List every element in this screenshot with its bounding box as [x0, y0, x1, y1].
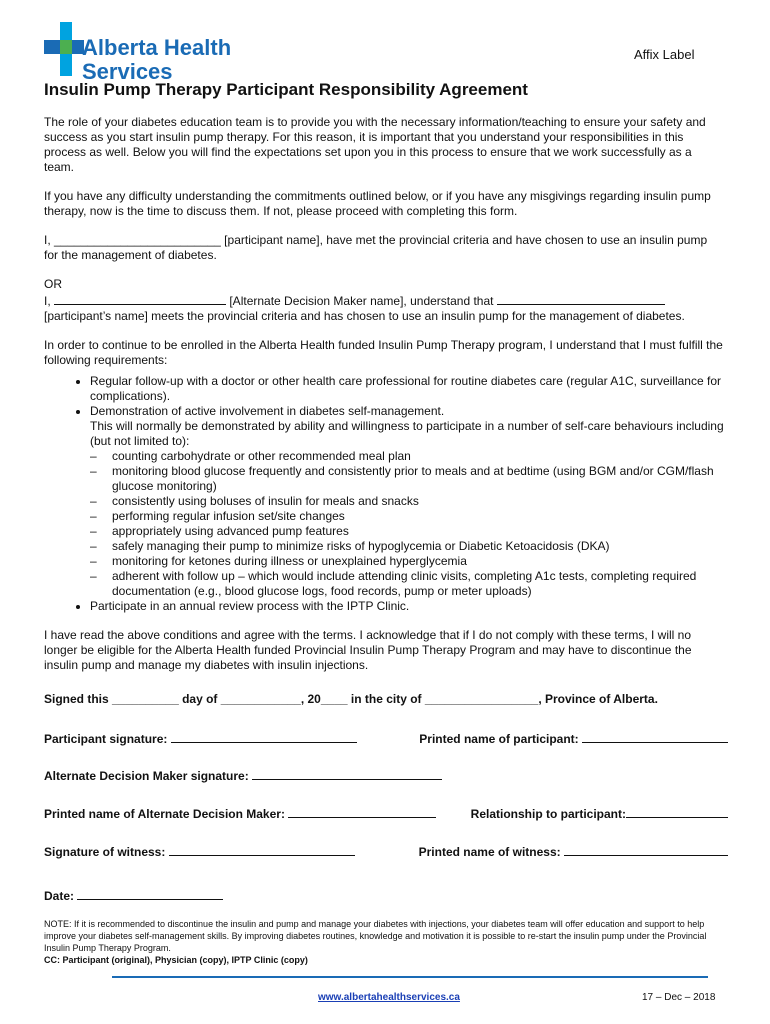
self-care-behaviours-list [90, 449, 724, 599]
relationship-label: Relationship to participant: [470, 807, 626, 821]
requirement-self-management [90, 404, 724, 599]
logo-line-1: Alberta Health [82, 35, 232, 60]
document-title: Insulin Pump Therapy Participant Responsibility Agreement [44, 80, 528, 99]
adm-statement-part2: [Alternate Decision Maker name], understand that [226, 294, 497, 308]
relationship-group [471, 805, 728, 821]
affix-label: Affix Label [634, 47, 695, 62]
adm-name-blank[interactable] [54, 292, 226, 305]
requirement-annual-review: • Participate in an annual review process with the IPTP Clinic. [90, 599, 724, 614]
date-field[interactable] [77, 887, 223, 900]
relationship-field[interactable] [626, 805, 728, 818]
printed-participant-group [419, 730, 728, 746]
participant-statement: I, _________________________ [participant name], have met the provincial criteria and have chosen to use an insulin pump for the management of diabetes. [44, 233, 708, 262]
list-item: – adherent with follow up – which would include attending clinic visits, completing A1c tests, completing required documentation (e.g., blood glucose logs, food records, pump or meter uploads) [112, 569, 724, 599]
footer-divider [112, 976, 708, 978]
participant-signature-row [44, 730, 728, 746]
participant-name-blank[interactable] [497, 292, 665, 305]
adm-signature-label: Alternate Decision Maker signature: [44, 769, 249, 783]
cc-line: CC: Participant (original), Physician (copy), IPTP Clinic (copy) [44, 955, 308, 965]
revision-date: 17 – Dec – 2018 [642, 992, 716, 1003]
requirements-list [44, 374, 724, 614]
printed-adm-row [44, 805, 728, 821]
or-label: OR [44, 277, 62, 291]
list-item: – monitoring for ketones during illness or unexplained hyperglycemia [112, 554, 724, 569]
printed-adm-label: Printed name of Alternate Decision Maker: [44, 807, 285, 821]
signed-this-line[interactable]: Signed this __________ day of ____________, 20____ in the city of _________________, Province of Alberta. [44, 692, 658, 706]
difficulty-paragraph: If you have any difficulty understanding the commitments outlined below, or if you have any misgivings regarding insulin pump therapy, now is the time to discuss them. If not, please proceed with completing this form. [44, 189, 711, 218]
requirement-follow-up: • Regular follow-up with a doctor or other health care professional for routine diabetes care (regular A1C, surveillance for complications). [90, 374, 724, 404]
adm-statement-part3: [participant’s name] meets the provincial criteria and has chosen to use an insulin pump for the management of diabetes. [44, 309, 685, 323]
requirement-self-management-detail: This will normally be demonstrated by ability and willingness to participate in a number of self-care behaviours including (but not limited to): [90, 419, 724, 448]
adm-signature-row [44, 767, 728, 783]
witness-row [44, 843, 728, 859]
participant-signature-field[interactable] [171, 730, 357, 743]
list-item: – appropriately using advanced pump features [112, 524, 724, 539]
requirements-intro: In order to continue to be enrolled in the Alberta Health funded Insulin Pump Therapy program, I understand that I must fulfill the following requirements: [44, 338, 723, 367]
requirement-self-management-title: • Demonstration of active involvement in diabetes self-management. [90, 404, 445, 418]
witness-signature-field[interactable] [169, 843, 355, 856]
participant-signature-label: Participant signature: [44, 732, 168, 746]
date-row [44, 887, 728, 903]
logo-line-2: Services [82, 59, 173, 84]
witness-signature-label: Signature of witness: [44, 845, 166, 859]
printed-adm-field[interactable] [288, 805, 436, 818]
printed-witness-group [419, 843, 728, 859]
adm-statement [44, 292, 724, 324]
list-item: – performing regular infusion set/site changes [112, 509, 724, 524]
list-item: – counting carbohydrate or other recommended meal plan [112, 449, 724, 464]
date-label: Date: [44, 889, 75, 903]
list-item: – consistently using boluses of insulin for meals and snacks [112, 494, 724, 509]
printed-participant-label: Printed name of participant: [419, 732, 579, 746]
website-link[interactable]: www.albertahealthservices.ca [318, 992, 460, 1003]
acknowledgement-paragraph: I have read the above conditions and agree with the terms. I acknowledge that if I do not comply with these terms, I will no longer be eligible for the Alberta Health funded Provincial Insulin Pump Therapy Program and may have to discontinue the insulin pump and manage my diabetes with insulin injections. [44, 628, 692, 672]
logo-wordmark [82, 36, 231, 84]
adm-statement-part1: I, [44, 294, 55, 308]
note-text: NOTE: If it is recommended to discontinue the insulin and pump and manage your diabetes with injections, your diabetes team will offer education and support to help improve your diabetes self-management skills. By improving diabetes routines, knowledge and motivation it is possible to re-start the insulin pump under the Provincial Insulin Pump Therapy Program. [44, 919, 707, 953]
adm-signature-field[interactable] [252, 767, 442, 780]
list-item: – safely managing their pump to minimize risks of hypoglycemia or Diabetic Ketoacidosis (DKA) [112, 539, 724, 554]
intro-paragraph: The role of your diabetes education team is to provide you with the necessary information/teaching to ensure your safety and success as you start insulin pump therapy. For this reason, it is important that you understand your responsibilities in this process as well. Below you will find the expectations set upon you in this process to ensure that we work successfully as a team. [44, 115, 706, 174]
printed-witness-field[interactable] [564, 843, 728, 856]
printed-participant-field[interactable] [582, 730, 728, 743]
list-item: – monitoring blood glucose frequently and consistently prior to meals and at bedtime (using BGM and/or CGM/flash glucose monitoring) [112, 464, 724, 494]
document-body [44, 115, 724, 687]
note-block [44, 918, 726, 966]
printed-witness-label: Printed name of witness: [418, 845, 561, 859]
